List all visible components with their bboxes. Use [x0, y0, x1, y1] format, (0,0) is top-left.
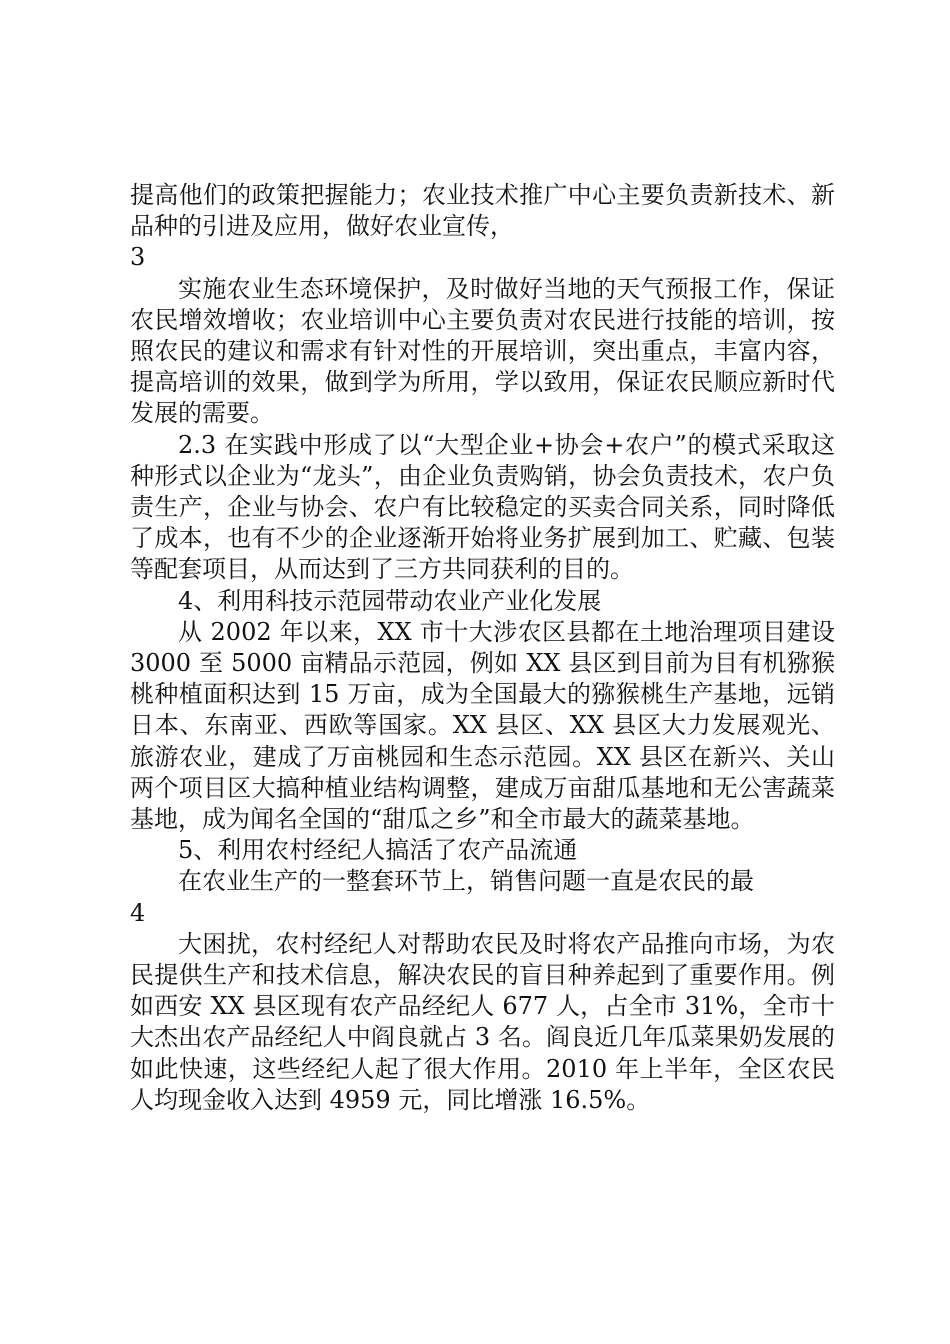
paragraph-policy-continuation: 提高他们的政策把握能力；农业技术推广中心主要负责新技术、新品种的引进及应用，做好农业宣传，: [130, 181, 835, 241]
paragraph-ecology: 实施农业生态环境保护，及时做好当地的天气预报工作，保证农民增效增收；农业培训中心主要负责对农民进行技能的培训，按照农民的建议和需求有针对性的开展培训，突出重点，丰富内容，提高培训的效果，做到学为所用，学以致用，保证农民顺应新时代发展的需要。: [130, 274, 835, 428]
paragraph-rural-brokers: 大困扰，农村经纪人对帮助农民及时将农产品推向市场，为农民提供生产和技术信息，解决农民的盲目种养起到了重要作用。例如西安 XX 县区现有农产品经纪人 677 人，占全市 31%，全市十大杰出农产品经纪人中阎良就占 3 名。阎良近几年瓜菜果奶发展的如此快速，这些经纪人起了很大作用。2010 年上半年，全区农民人均现金收入达到 4959 元，同比增涨 16.5%。: [130, 929, 835, 1114]
section-heading-demonstration-park: 4、利用科技示范园带动农业产业化发展: [178, 586, 602, 615]
paragraph-sales-problem: 在农业生产的一整套环节上，销售问题一直是农民的最: [178, 867, 754, 896]
page-number: 4: [130, 898, 146, 927]
paragraph-enterprise-model: 2.3 在实践中形成了以“大型企业+协会+农户”的模式采取这种形式以企业为“龙头”，由企业负责购销，协会负责技术，农户负责生产，企业与协会、农户有比较稳定的买卖合同关系，同时降低了成本，也有不少的企业逐渐开始将业务扩展到加工、贮藏、包装等配套项目，从而达到了三方共同获利的目的。: [130, 430, 835, 584]
page-number: 3: [130, 243, 146, 272]
document-body: [130, 180, 835, 1116]
section-heading-rural-brokers: 5、利用农村经纪人搞活了农产品流通: [178, 836, 578, 865]
paragraph-demonstration-park: 从 2002 年以来，XX 市十大涉农区县都在土地治理项目建设 3000 至 5000 亩精品示范园，例如 XX 县区到目前为目有机猕猴桃种植面积达到 15 万亩，成为全国最大的猕猴桃生产基地，远销日本、东南亚、西欧等国家。XX 县区、XX 县区大力发展观光、旅游农业，建成了万亩桃园和生态示范园。XX 县区在新兴、关山两个项目区大搞种植业结构调整，建成万亩甜瓜基地和无公害蔬菜基地，成为闻名全国的“甜瓜之乡”和全市最大的蔬菜基地。: [130, 617, 835, 834]
